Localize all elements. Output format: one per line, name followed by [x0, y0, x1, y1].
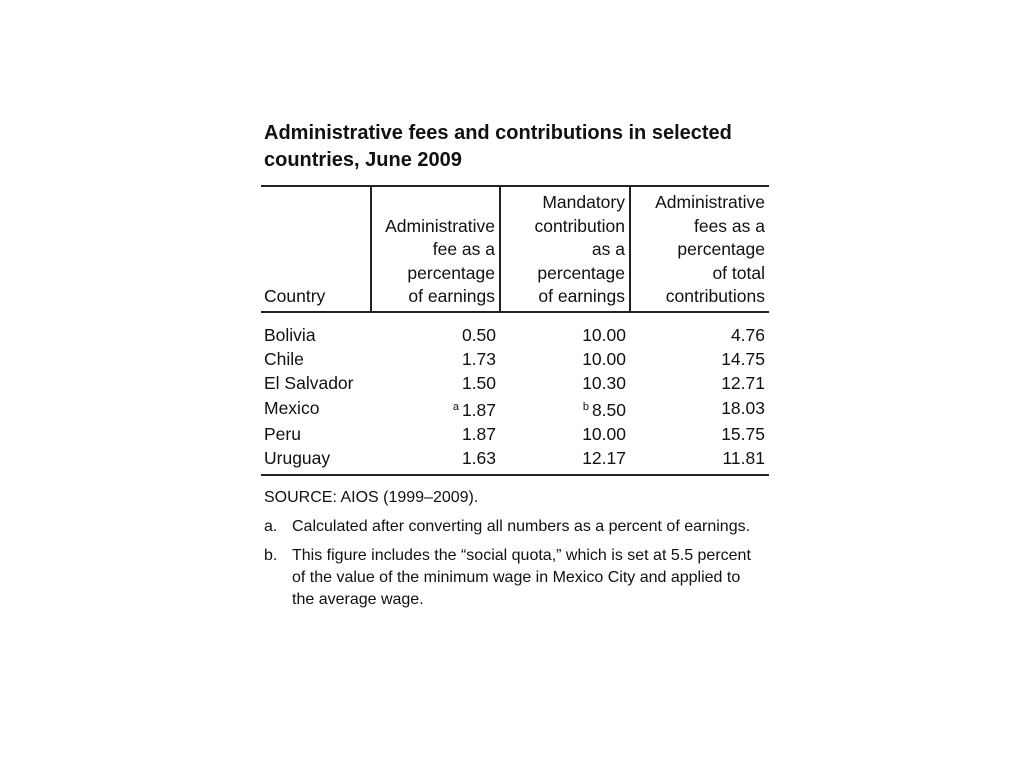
- cell-country: Chile: [264, 348, 304, 369]
- cell-fees-pct: 12.71: [721, 372, 765, 393]
- header-line: contributions: [665, 286, 765, 306]
- cell-mandatory: [500, 371, 630, 395]
- data-table-figure: [261, 120, 769, 611]
- cell-value: 1.73: [461, 348, 496, 369]
- header-line: percentage: [407, 262, 495, 283]
- header-line: Administrative: [655, 192, 765, 212]
- header-line: Administrative: [385, 215, 495, 236]
- cell-fees-pct: 18.03: [721, 398, 765, 418]
- table-row: [261, 371, 769, 395]
- cell-country: El Salvador: [264, 372, 354, 393]
- footnote-b: [261, 545, 769, 611]
- cell-value: 1.87: [461, 423, 496, 444]
- header-line: of earnings: [538, 286, 625, 306]
- cell-value: 10.00: [582, 423, 626, 444]
- cell-value: 1.87: [461, 399, 496, 420]
- header-line: fees as a: [693, 215, 765, 236]
- cell-value: 10.30: [582, 372, 626, 393]
- header-line: Mandatory: [542, 192, 625, 212]
- cell-admin-fee: [371, 371, 500, 395]
- cell-fees-pct: 14.75: [721, 348, 765, 369]
- table-row: [261, 422, 769, 446]
- cell-value: 10.00: [582, 348, 626, 369]
- cell-mandatory: [500, 446, 630, 475]
- cell-admin-fee: [371, 446, 500, 475]
- header-line: percentage: [677, 239, 765, 259]
- header-admin-fee: [371, 186, 500, 312]
- cell-fees-pct: 15.75: [721, 423, 765, 444]
- header-line: contribution: [534, 215, 625, 236]
- header-fees-percentage: [630, 186, 769, 312]
- cell-country: Uruguay: [261, 446, 371, 475]
- table-row: [261, 395, 769, 422]
- cell-country: Peru: [264, 423, 301, 444]
- cell-country: Mexico: [264, 398, 320, 418]
- cell-fees-pct: 4.76: [730, 324, 765, 345]
- footnote-marker: a: [452, 400, 459, 413]
- cell-admin-fee: [371, 422, 500, 446]
- table-row: [261, 347, 769, 371]
- cell-value: 1.50: [461, 372, 496, 393]
- cell-admin-fee: [371, 395, 500, 422]
- header-line: as a: [591, 239, 625, 259]
- cell-mandatory: [500, 312, 630, 347]
- source-note: SOURCE: AIOS (1999–2009).: [264, 488, 479, 506]
- cell-value: 12.17: [582, 447, 626, 468]
- table-title: Administrative fees and contributions in selected countries, June 2009: [264, 122, 732, 171]
- fees-table: [261, 185, 769, 476]
- table-row: [261, 446, 769, 475]
- footnote-letter: a.: [264, 517, 278, 535]
- header-country: Country: [261, 186, 371, 312]
- header-row: [261, 186, 769, 312]
- cell-mandatory: [500, 422, 630, 446]
- cell-admin-fee: [371, 347, 500, 371]
- cell-fees-pct: 11.81: [630, 446, 769, 475]
- cell-value: 10.00: [582, 324, 626, 345]
- footnote-a: [261, 516, 769, 538]
- table-row: [261, 312, 769, 347]
- cell-value: 8.50: [591, 399, 626, 420]
- cell-country: Bolivia: [264, 324, 316, 345]
- cell-value: 1.63: [461, 447, 496, 468]
- header-line: fee as a: [432, 239, 495, 259]
- footnote-text: This figure includes the “social quota,” which is set at 5.5 percent of the value of the minimum wage in Mexico City and applied to the average wage.: [292, 546, 751, 608]
- header-mandatory-contribution: [500, 186, 630, 312]
- cell-admin-fee: [371, 312, 500, 347]
- header-line: of total: [712, 262, 765, 283]
- footnote-letter: b.: [264, 546, 278, 564]
- header-line: percentage: [537, 262, 625, 283]
- footnote-marker: b: [582, 400, 589, 413]
- footnote-text: Calculated after converting all numbers as a percent of earnings.: [292, 517, 751, 535]
- cell-mandatory: [500, 395, 630, 422]
- cell-value: 0.50: [461, 324, 496, 345]
- cell-mandatory: [500, 347, 630, 371]
- header-line: of earnings: [408, 286, 495, 306]
